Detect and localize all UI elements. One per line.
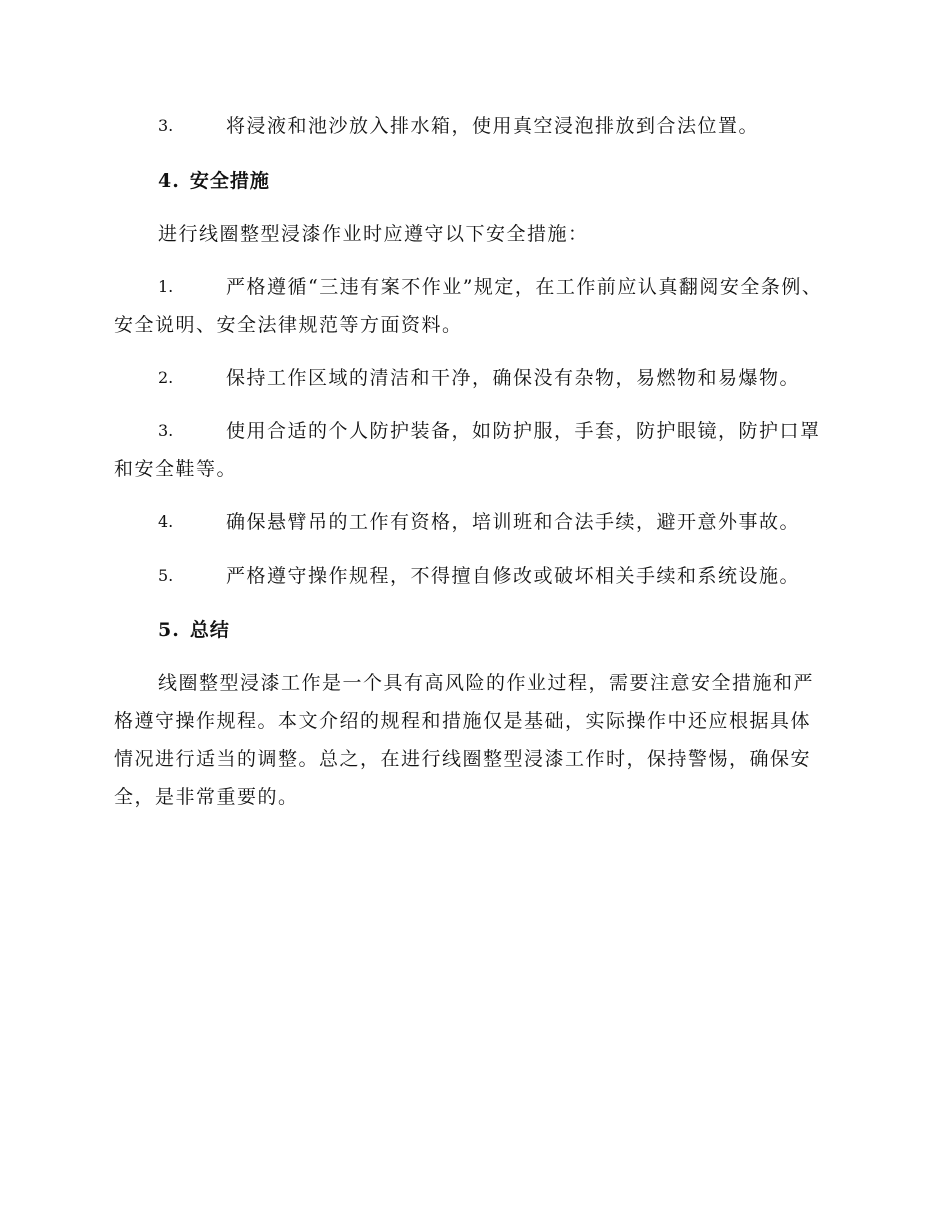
list-item xyxy=(114,268,830,344)
list-item-text: 严格遵循“三违有案不作业”规定，在工作前应认真翻阅安全条例、安全说明、安全法律规范等方面资料。 xyxy=(114,276,823,336)
list-item-number: 3. xyxy=(158,116,174,135)
list-item xyxy=(114,503,830,541)
list-item-text: 严格遵守操作规程，不得擅自修改或破坏相关手续和系统设施。 xyxy=(226,565,801,587)
list-item-number: 5. xyxy=(158,566,174,585)
list-item-number: 3. xyxy=(158,421,174,440)
section-heading-summary xyxy=(158,611,230,649)
summary-paragraph: 线圈整型浸漆工作是一个具有高风险的作业过程，需要注意安全措施和严格遵守操作规程。本文介绍的规程和措施仅是基础，实际操作中还应根据具体情况进行适当的调整。总之，在进行线圈整型浸漆工作时，保持警惕，确保安全，是非常重要的。 xyxy=(114,672,815,808)
list-item-text: 确保悬臂吊的工作有资格，培训班和合法手续，避开意外事故。 xyxy=(226,511,801,533)
list-item-number: 2. xyxy=(158,368,174,387)
section-title: 安全措施 xyxy=(189,170,270,192)
section-heading-safety xyxy=(158,162,270,200)
section-title: 总结 xyxy=(189,619,230,641)
list-item xyxy=(114,412,830,488)
list-item-number: 4. xyxy=(158,512,174,531)
section-intro: 进行线圈整型浸漆作业时应遵守以下安全措施： xyxy=(158,223,589,245)
list-item-text: 使用合适的个人防护装备，如防护服，手套，防护眼镜，防护口罩和安全鞋等。 xyxy=(114,420,821,480)
section-number: 5. xyxy=(158,619,180,641)
list-item-number: 1. xyxy=(158,277,174,296)
list-item xyxy=(114,359,830,397)
list-item xyxy=(114,557,830,595)
list-item-text: 将浸液和池沙放入排水箱，使用真空浸泡排放到合法位置。 xyxy=(226,115,760,137)
list-item xyxy=(114,107,830,145)
section-number: 4. xyxy=(158,170,180,192)
list-item-text: 保持工作区域的清洁和干净，确保没有杂物，易燃物和易爆物。 xyxy=(226,367,801,389)
